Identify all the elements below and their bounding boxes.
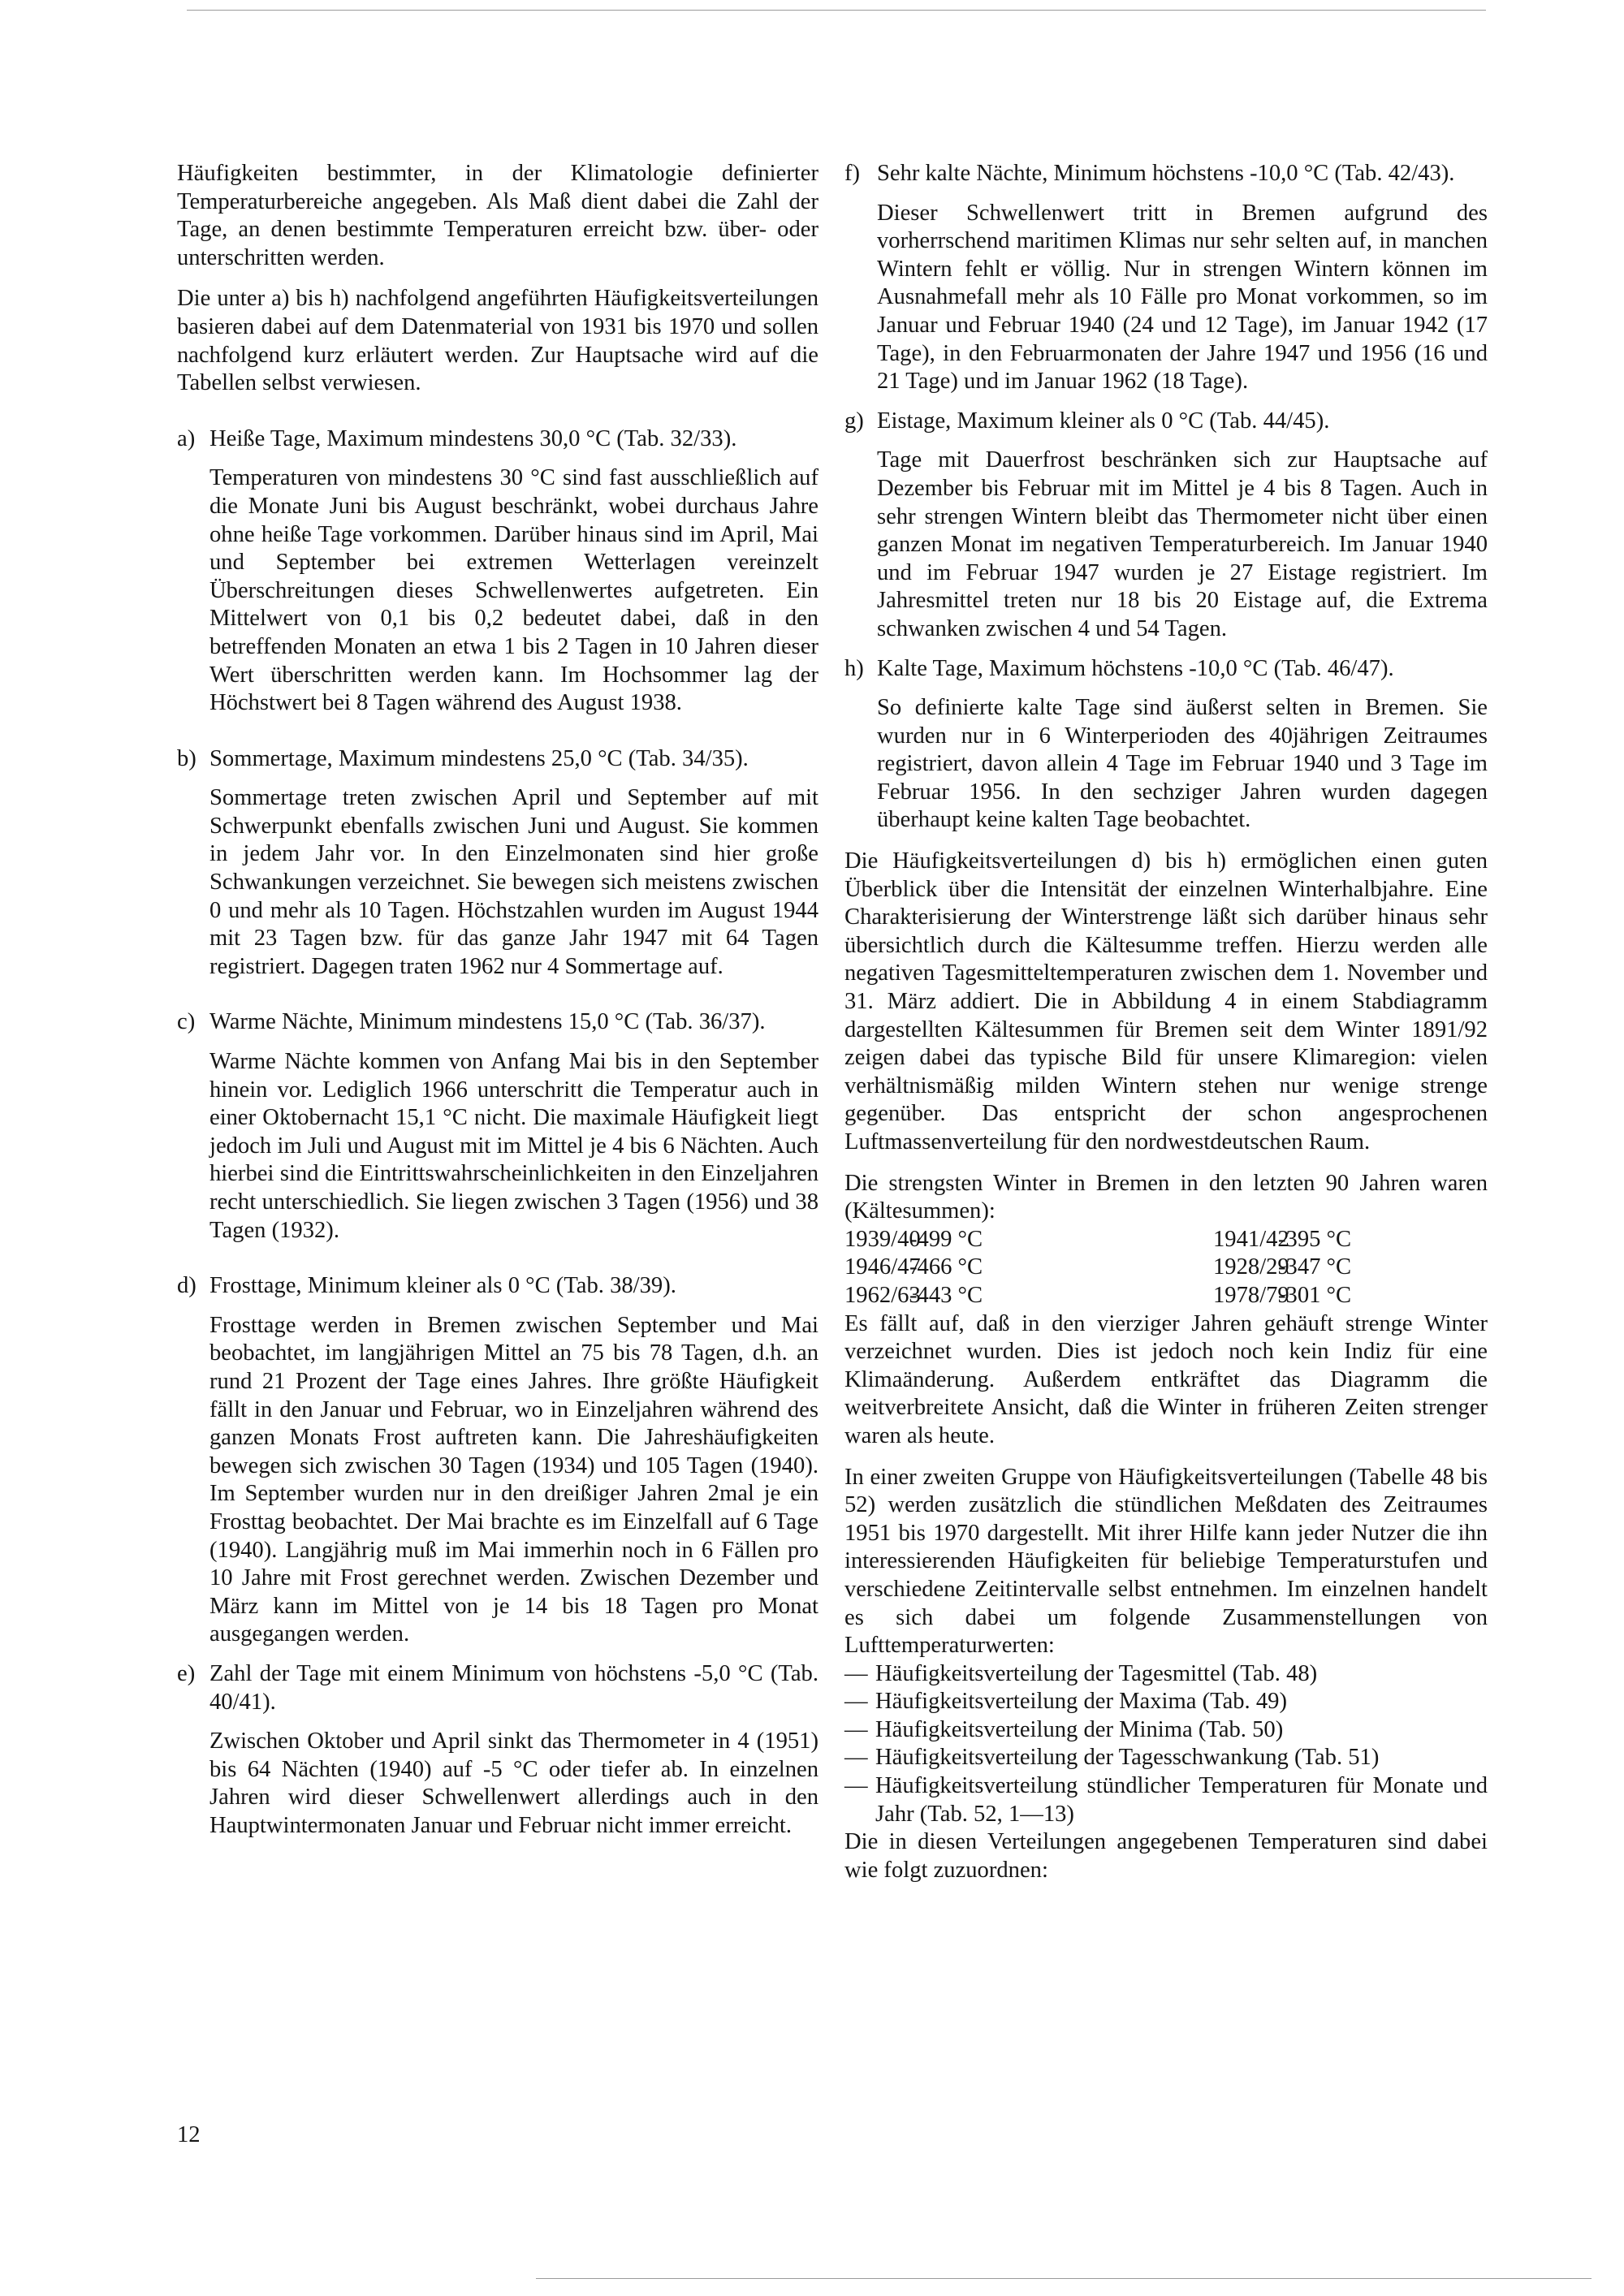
right-column [844,160,1488,1884]
item-letter: b) [177,745,197,771]
item-body: Dieser Schwellenwert tritt in Bremen aufgrund des vorherrschend maritimen Klimas nur sehr selten auf, in manchen Wintern fehlt er völlig. Nur in strengen Wintern können im Ausnahmefall mehr als 10 Fälle pro Monat vorkommen, so im Januar und Februar 1940 (24 und 12 Tage), im Januar 1942 (17 Tage), in den Februarmonaten der Jahre 1947 und 1956 (16 und 21 Tage) und im Januar 1962 (18 Tage). [877,200,1488,395]
forties-paragraph: Es fällt auf, daß in den vierziger Jahren gehäuft strenge Winter verzeichnet wurden. Dies ist jedoch noch kein Indiz für eine Klimaänderung. Außerdem entkräftet das Diagramm die weitverbreitete Ansicht, daß die Winter in früheren Zeiten strenger waren als heute. [844,1310,1488,1448]
item-letter: c) [177,1009,196,1035]
closing-paragraph: Die in diesen Verteilungen angegebenen Temperaturen sind dabei wie folgt zuzuordnen: [844,1829,1488,1883]
winter-year: 1928/29 [1213,1254,1289,1280]
item-d-frost-days [177,1272,818,1649]
strongest-winters-intro: Die strengsten Winter in Bremen in den letzten 90 Jahren waren (Kältesummen): [844,1170,1488,1224]
item-body: So definierte kalte Tage sind äußerst selten in Bremen. Sie wurden nur in 6 Winterperioden des 40jährigen Zeitraumes registriert, davon allein 4 Tage im Februar 1940 und 3 Tage im Februar 1956. In den sechziger Jahren wurden dagegen überhaupt keine kalten Tage beobachtet. [877,695,1488,833]
item-e-minimum-minus-five [177,1660,818,1841]
list-item-text: Häufigkeitsverteilung stündlicher Temperaturen für Monate und Jahr (Tab. 52, 1—13) [875,1773,1488,1827]
item-body: Frosttage werden in Bremen zwischen September und Mai beobachtet, im langjährigen Mittel an 75 bis 78 Tagen, d.h. an rund 21 Prozent der Tage eines Jahres. Ihre größte Häufigkeit fällt in den Januar und Februar, wo in Einzeljahren während des ganzen Monats Frost auftreten kann. Die Jahreshäufigkeiten bewegen sich zwischen 30 Tagen (1934) und 105 Tagen (1940). Im September wurden nur in den dreißiger Jahren 2mal je ein Frosttag beobachtet. Der Mai brachte es im Einzelfall auf 6 Tage (1940). Langjährig muß im Mai immerhin noch in 6 Fällen pro 10 Jahre mit Frost gerechnet werden. Zwischen Dezember und März kann im Mittel von je 14 bis 18 Tagen pro Monat ausgegangen werden. [209,1312,818,1647]
strongest-winters-table [844,1226,1488,1310]
item-body: Zwischen Oktober und April sinkt das Thermometer in 4 (1951) bis 64 Nächten (1940) auf -5 °C oder tiefer ab. In einzelnen Jahren wird dieser Schwellenwert allerdings auch in den Hauptwintermonaten Januar und Februar nicht immer erreicht. [209,1728,818,1838]
item-letter: f) [844,161,861,186]
item-title: Sommertage, Maximum mindestens 25,0 °C (Tab. 34/35). [209,745,749,771]
winter-cold-sum: -443 °C [909,1282,983,1308]
intro-paragraph-2: Die unter a) bis h) nachfolgend angeführten Häufigkeitsverteilungen basieren dabei auf dem Datenmaterial von 1931 bis 1970 und sollen nachfolgend kurz erläutert werden. Zur Hauptsache wird auf die Tabellen selbst verwiesen. [177,286,818,396]
intro-paragraph-1: Häufigkeiten bestimmter, in der Klimatologie definierter Temperaturbereiche angegeben. Als Maß dient dabei die Zahl der Tage, an denen bestimmte Temperaturen erreicht bzw. über- oder unterschritten werden. [177,161,818,270]
item-body: Temperaturen von mindestens 30 °C sind fast ausschließlich auf die Monate Juni bis August beschränkt, wobei durchaus Jahre ohne heiße Tage vorkommen. Darüber hinaus sind im April, Mai und September bei extremen Wetterlagen vereinzelt Überschreitungen dieses Schwellenwertes aufgetreten. Ein Mittelwert von 0,1 bis 0,2 bedeutet dabei, daß in den betreffenden Monaten an etwa 1 bis 2 Tagen in 10 Jahren dieser Wert überschritten werden kann. Im Hochsommer lag der Höchstwert bei 8 Tagen während des August 1938. [209,465,818,716]
winter-year: 1939/40 [844,1226,921,1252]
item-title: Zahl der Tage mit einem Minimum von höchstens -5,0 °C (Tab. 40/41). [209,1660,818,1715]
item-a-hot-days [177,425,818,718]
item-title: Frosttage, Minimum kleiner als 0 °C (Tab. 38/39). [209,1273,676,1299]
list-item-text: Häufigkeitsverteilung der Tagesmittel (Tab. 48) [875,1660,1318,1686]
winter-year: 1978/79 [1213,1282,1289,1308]
list-item-text: Häufigkeitsverteilung der Tagesschwankung (Tab. 51) [875,1745,1380,1771]
item-letter: h) [844,655,864,681]
item-letter: g) [844,408,864,434]
dash-bullet: — [844,1773,868,1799]
winter-year: 1941/42 [1213,1226,1289,1252]
dash-bullet: — [844,1660,868,1686]
winter-year: 1962/63 [844,1282,921,1308]
scan-edge-bottom [536,2278,1592,2279]
item-g-ice-days [844,408,1488,644]
winter-year: 1946/47 [844,1254,921,1280]
item-letter: a) [177,425,196,451]
list-item [844,1744,1488,1772]
item-title: Warme Nächte, Minimum mindestens 15,0 °C (Tab. 36/37). [209,1009,766,1035]
cold-sum-paragraph: Die Häufigkeitsverteilungen d) bis h) ermöglichen einen guten Überblick über die Intensität der einzelnen Winterhalbjahre. Eine Charakterisierung der Winterstrenge läßt sich darüber hinaus sehr übersichtlich durch die Kältesumme treffen. Hierzu werden alle negativen Tagesmitteltemperaturen zwischen dem 1. November und 31. März addiert. Die in Abbildung 4 in einem Stabdiagramm dargestellten Kältesummen für Bremen seit dem Winter 1891/92 zeigen dabei das typische Bild für unsere Klimaregion: vielen verhältnismäßig milden Wintern stehen nur wenige strenge gegenüber. Das entspricht der schon angesprochenen Luftmassenverteilung für den nordwestdeutschen Raum. [844,848,1488,1154]
item-title: Sehr kalte Nächte, Minimum höchstens -10,0 °C (Tab. 42/43). [877,161,1455,186]
item-letter: e) [177,1660,196,1686]
item-title: Kalte Tage, Maximum höchstens -10,0 °C (Tab. 46/47). [877,655,1394,681]
winter-cold-sum: -499 °C [909,1226,983,1252]
item-title: Eistage, Maximum kleiner als 0 °C (Tab. 44/45). [877,408,1330,434]
item-b-summer-days [177,745,818,982]
list-item [844,1772,1488,1828]
winter-cold-sum: -395 °C [1278,1226,1352,1252]
second-group-paragraph: In einer zweiten Gruppe von Häufigkeitsverteilungen (Tabelle 48 bis 52) werden zusätzlich die stündlichen Meßdaten des Zeitraumes 1951 bis 1970 dargestellt. Mit ihrer Hilfe kann jeder Nutzer die ihn interessierenden Häufigkeiten für beliebige Temperaturstufen und verschiedene Zeitintervalle selbst entnehmen. Im einzelnen handelt es sich dabei um folgende Zusammenstellungen von Lufttemperaturwerten: [844,1464,1488,1659]
list-item [844,1660,1488,1689]
dash-bullet: — [844,1689,868,1715]
item-f-very-cold-nights [844,160,1488,396]
winter-cold-sum: -347 °C [1278,1254,1352,1280]
list-item-text: Häufigkeitsverteilung der Maxima (Tab. 49) [875,1689,1287,1715]
scan-edge-top [187,10,1486,11]
item-body: Sommertage treten zwischen April und September auf mit Schwerpunkt ebenfalls zwischen Juni und August. Sie kommen in jedem Jahr vor. In den Einzelmonaten sind hier große Schwankungen verzeichnet. Sie bewegen sich meistens zwischen 0 und mehr als 10 Tagen. Höchstzahlen wurden im August 1944 mit 23 Tagen bzw. für das ganze Jahr 1947 mit 64 Tagen registriert. Dagegen traten 1962 nur 4 Sommertage auf. [209,785,818,979]
item-title: Heiße Tage, Maximum mindestens 30,0 °C (Tab. 32/33). [209,425,737,451]
item-c-warm-nights [177,1008,818,1245]
dash-bullet: — [844,1745,868,1771]
list-item [844,1716,1488,1745]
item-letter: d) [177,1273,197,1299]
item-body: Warme Nächte kommen von Anfang Mai bis in den September hinein vor. Lediglich 1966 unterschritt die Temperatur auch in einer Oktobernacht 15,1 °C nicht. Die maximale Häufigkeit liegt jedoch im Juli und August mit im Mittel je 4 bis 6 Nächten. Auch hierbei sind die Eintrittswahrscheinlichkeiten in den Einzeljahren recht unterschiedlich. Sie liegen zwischen 3 Tagen (1956) und 38 Tagen (1932). [209,1049,818,1243]
dash-bullet: — [844,1716,868,1742]
winter-cold-sum: -466 °C [909,1254,983,1280]
left-column [177,160,818,1840]
winter-cold-sum: -301 °C [1278,1282,1352,1308]
list-item-text: Häufigkeitsverteilung der Minima (Tab. 50) [875,1716,1284,1742]
item-body: Tage mit Dauerfrost beschränken sich zur Hauptsache auf Dezember bis Februar mit im Mittel je 4 bis 8 Tagen. Auch in sehr strengen Wintern bleibt das Thermometer nicht über einen ganzen Monat im negativen Temperaturbereich. Im Januar 1940 und im Februar 1947 wurden je 27 Eistage registriert. Im Jahresmittel treten nur 18 bis 20 Eistage auf, die Extrema schwanken zwischen 4 und 54 Tagen. [877,447,1488,641]
item-h-cold-days [844,655,1488,835]
distribution-list [844,1660,1488,1829]
list-item [844,1688,1488,1716]
page-number: 12 [177,2122,201,2147]
